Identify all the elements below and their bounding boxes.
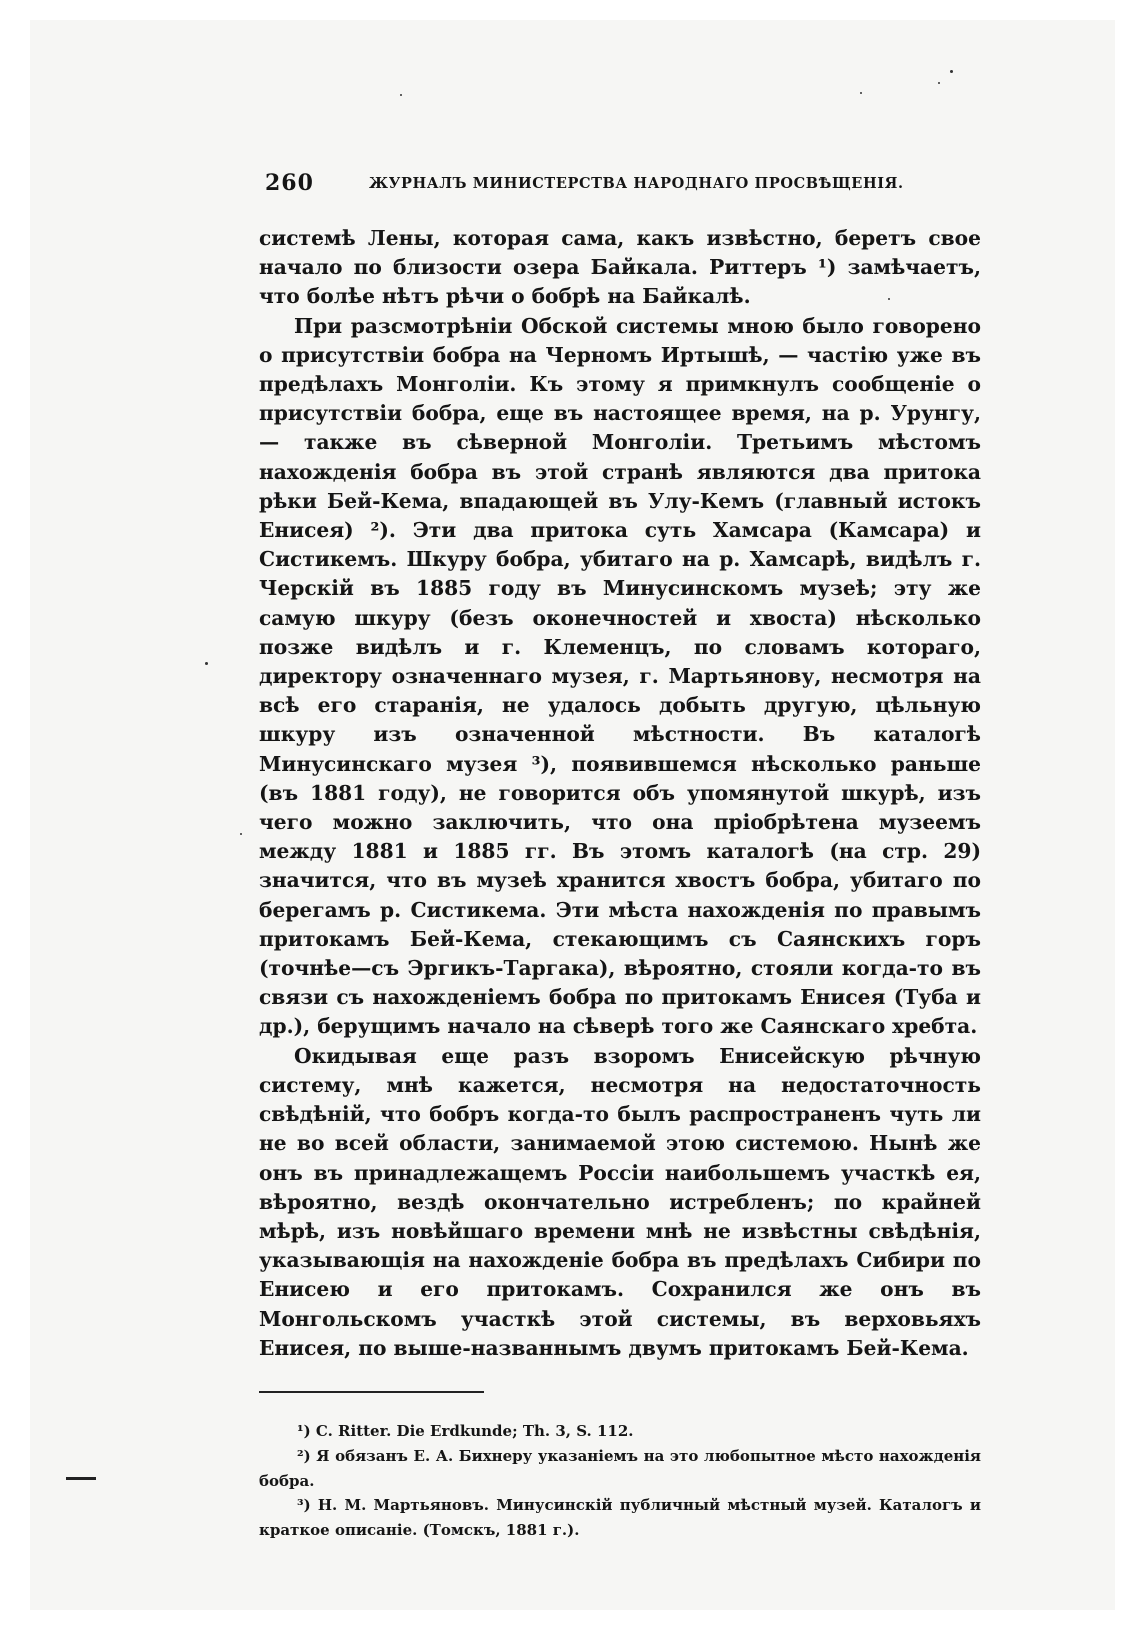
footnote-text: Я обязанъ Е. А. Бихнеру указаніемъ на это любопытное мѣсто нахожденія бобра. [259, 1446, 981, 1490]
page-number: 260 [265, 170, 314, 196]
footnote-text: Н. М. Мартьяновъ. Минусинскій публичный мѣстный музей. Каталогъ и краткое описаніе. (Томскъ, 1881 г.). [259, 1496, 981, 1540]
scan-speck [205, 662, 208, 665]
running-title: ЖУРНАЛЪ МИНИСТЕРСТВА НАРОДНАГО ПРОСВѢЩЕНІЯ. [369, 175, 904, 192]
scan-speck [938, 82, 940, 84]
body-text [259, 224, 981, 1363]
footnote-divider [259, 1391, 484, 1393]
scan-speck [950, 70, 953, 73]
footnote-mark: ²) [297, 1446, 311, 1465]
scan-speck [400, 94, 402, 96]
margin-dash-mark [66, 1477, 96, 1480]
page-header [259, 170, 981, 210]
document-page [259, 170, 981, 1543]
scan-speck [860, 92, 862, 94]
paragraph: Окидывая еще разъ взоромъ Енисейскую рѣчную систему, мнѣ кажется, несмотря на недостаточность свѣдѣній, что бобръ когда-то былъ распространенъ чуть ли не во всей области, занимаемой этою системою. Нынѣ же онъ въ принадлежащемъ Россіи наибольшемъ участкѣ ея, вѣроятно, вездѣ окончательно истребленъ; по крайней мѣрѣ, изъ новѣйшаго времени мнѣ не извѣстны свѣдѣнія, указывающія на нахожденіе бобра въ предѣлахъ Сибири по Енисею и его притокамъ. Сохранился же онъ въ Монгольскомъ участкѣ этой системы, въ верховьяхъ Енисея, по выше-названнымъ двумъ притокамъ Бей-Кема. [259, 1043, 981, 1360]
footnote [259, 1493, 981, 1543]
footnote-mark: ¹) [297, 1421, 311, 1440]
footnotes [259, 1419, 981, 1543]
paragraph: При разсмотрѣніи Обской системы мною было говорено о присутствіи бобра на Черномъ Иртышѣ, — частію уже въ предѣлахъ Монголіи. Къ этому я примкнулъ сообщеніе о присутствіи бобра, еще въ настоящее время, на р. Урунгу, — также въ сѣверной Монголіи. Третьимъ мѣстомъ нахожденія бобра въ этой странѣ являются два притока рѣки Бей-Кема, впадающей въ Улу-Кемъ (главный истокъ Енисея) ²). Эти два притока суть Хамсара (Камсара) и Систикемъ. Шкуру бобра, убитаго на р. Хамсарѣ, видѣлъ г. Черскій въ 1885 году въ Минусинскомъ музеѣ; эту же самую шкуру (безъ оконечностей и хвоста) нѣсколько позже видѣлъ и г. Клеменцъ, по словамъ котораго, директору означеннаго музея, г. Мартьянову, несмотря на всѣ его старанія, не удалось добыть другую, цѣльную шкуру изъ означенной мѣстности. Въ каталогѣ Минусинскаго музея ³), появившемся нѣсколько раньше (въ 1881 году), не говорится объ упомянутой шкурѣ, изъ чего можно заключить, что она пріобрѣтена музеемъ между 1881 и 1885 гг. Въ этомъ каталогѣ (на стр. 29) значится, что въ музеѣ хранится хвостъ бобра, убитаго по берегамъ р. Систикема. Эти мѣста нахожденія по правымъ притокамъ Бей-Кема, стекающимъ съ Саянскихъ горъ (точнѣе—съ Эргикъ-Таргака), вѣроятно, стояли когда-то въ связи съ нахожденіемъ бобра по притокамъ Енисея (Туба и др.), берущимъ начало на сѣверѣ того же Саянскаго хребта. [259, 313, 981, 1039]
footnote-mark: ³) [297, 1496, 311, 1515]
scan-speck [240, 833, 242, 835]
footnote-text: C. Ritter. Die Erdkunde; Th. 3, S. 112. [315, 1421, 634, 1440]
paragraph: системѣ Лены, которая сама, какъ извѣстно, беретъ свое начало по близости озера Байкала. Риттеръ ¹) замѣчаетъ, что болѣе нѣтъ рѣчи о бобрѣ на Байкалѣ. [259, 226, 981, 309]
footnote [259, 1419, 981, 1444]
footnote [259, 1444, 981, 1494]
